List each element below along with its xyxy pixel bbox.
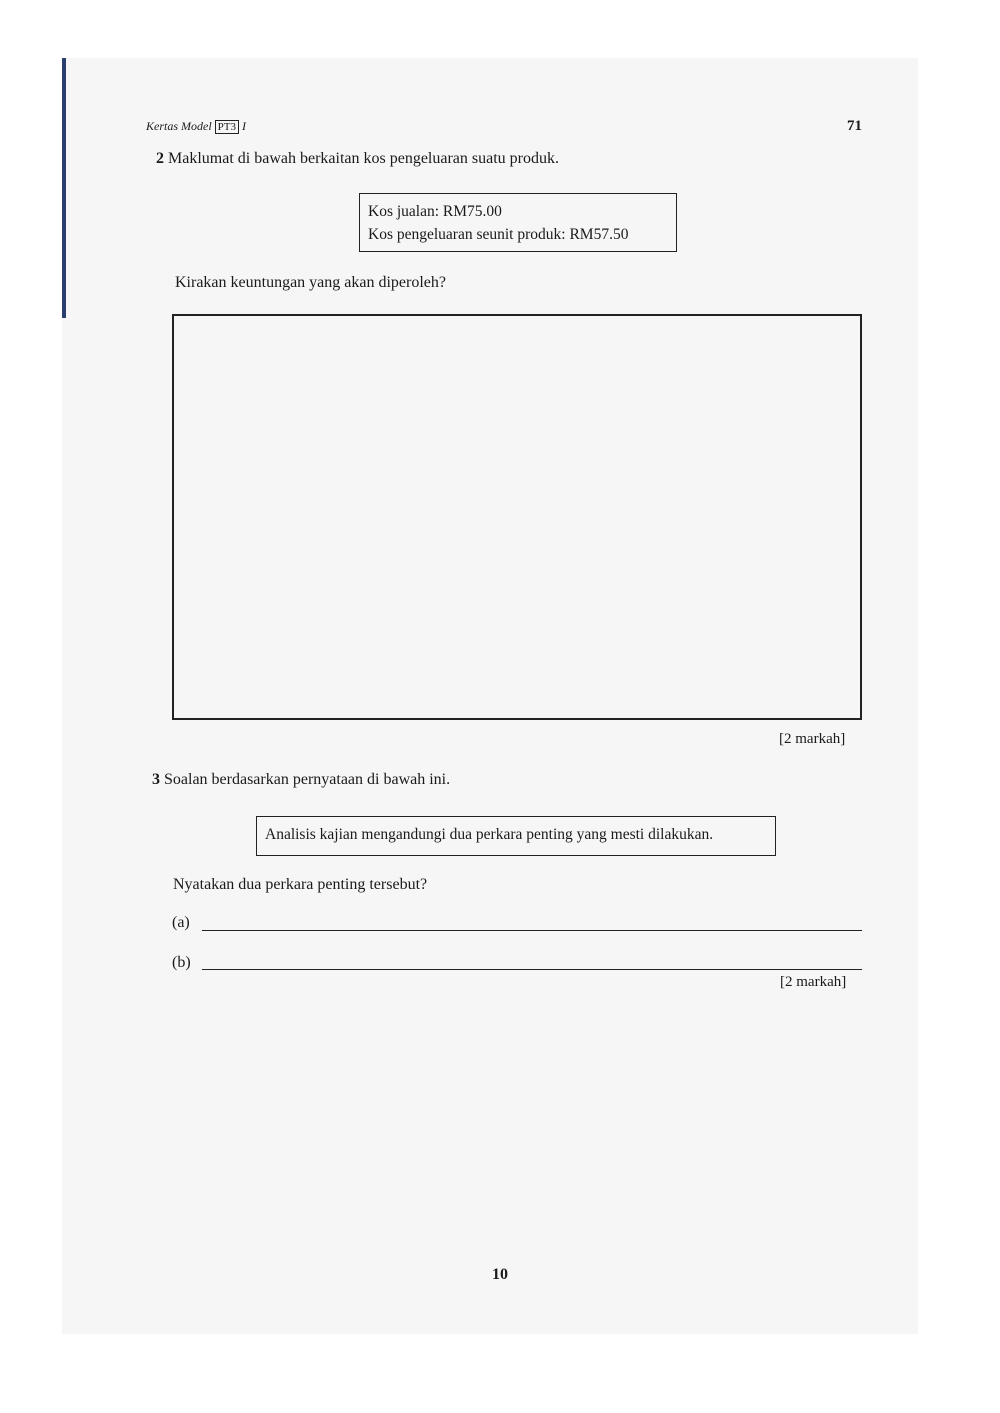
question-3-number: 3 (152, 771, 160, 788)
paper-header-suffix: I (242, 119, 247, 133)
answer-line-a[interactable] (202, 930, 862, 931)
page-reference: 71 (847, 118, 862, 134)
cost-info-box (359, 193, 677, 252)
page-number: 10 (492, 1266, 508, 1283)
question-3 (152, 771, 450, 789)
question-2-marks: [2 markah] (779, 731, 846, 747)
answer-box[interactable] (172, 314, 862, 720)
paper-header (146, 119, 246, 134)
option-a-label: (a) (172, 914, 190, 931)
paper-header-title: Kertas Model (146, 119, 212, 133)
scan-edge-mark (62, 58, 66, 318)
statement-box: Analisis kajian mengandungi dua perkara penting yang mesti dilakukan. (256, 816, 776, 856)
paper-header-badge: PT3 (215, 120, 239, 134)
question-3-marks: [2 markah] (780, 974, 847, 990)
question-2-number: 2 (156, 150, 164, 167)
question-3-text: Soalan berdasarkan pernyataan di bawah ini. (164, 771, 451, 788)
unit-production-cost-line: Kos pengeluaran seunit produk: RM57.50 (368, 226, 629, 243)
question-2-prompt: Kirakan keuntungan yang akan diperoleh? (175, 274, 447, 291)
option-b-label: (b) (172, 954, 191, 971)
question-2-text: Maklumat di bawah berkaitan kos pengeluaran suatu produk. (168, 150, 559, 167)
answer-line-b[interactable] (202, 969, 862, 970)
question-3-prompt: Nyatakan dua perkara penting tersebut? (173, 876, 428, 893)
question-2 (156, 150, 559, 168)
selling-cost-line: Kos jualan: RM75.00 (368, 203, 502, 220)
